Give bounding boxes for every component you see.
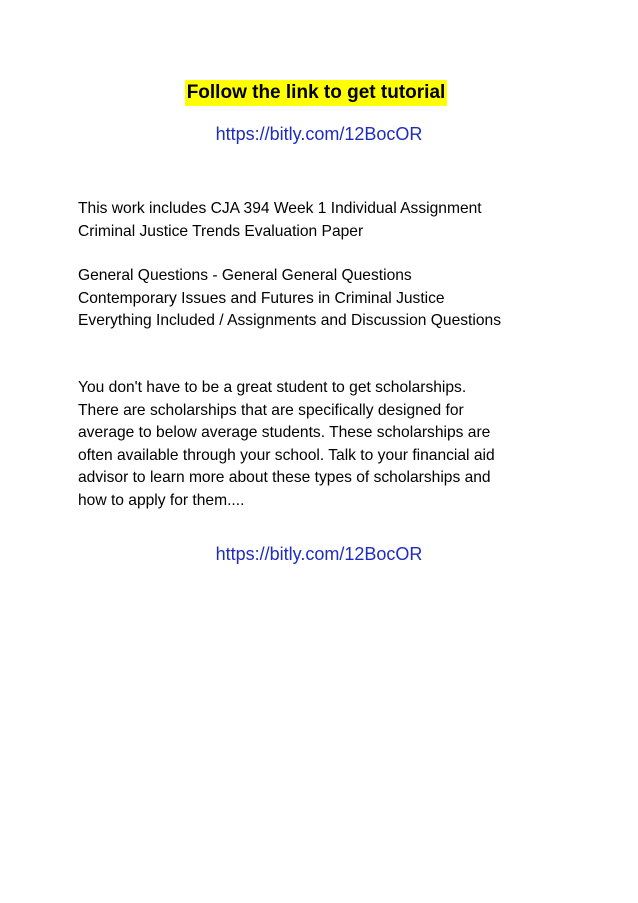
highlighted-headline: Follow the link to get tutorial — [185, 80, 448, 106]
scholarship-line: You don't have to be a great student to get scholarships. — [78, 379, 467, 396]
topics-paragraph — [78, 265, 578, 333]
scholarship-line: advisor to learn more about these types of scholarships and — [78, 469, 491, 486]
intro-paragraph — [78, 198, 578, 243]
tutorial-link-bottom[interactable]: https://bitly.com/12BocOR — [215, 544, 423, 564]
topics-line: General Questions - General General Questions — [78, 267, 412, 284]
tutorial-link-top[interactable]: https://bitly.com/12BocOR — [215, 124, 423, 144]
scholarship-paragraph — [78, 377, 578, 512]
headline-container — [0, 80, 638, 106]
scholarship-line: how to apply for them.... — [78, 491, 245, 509]
intro-line: Criminal Justice Trends Evaluation Paper — [78, 222, 364, 240]
scholarship-line: often available through your school. Talk to your financial aid — [78, 446, 495, 464]
intro-line: This work includes CJA 394 Week 1 Individual Assignment — [78, 200, 482, 217]
topics-line: Contemporary Issues and Futures in Criminal Justice — [78, 289, 445, 307]
scholarship-line: average to below average students. These scholarships are — [78, 424, 491, 441]
scholarship-line: There are scholarships that are specifically designed for — [78, 401, 464, 419]
topics-line: Everything Included / Assignments and Discussion Questions — [78, 312, 501, 329]
